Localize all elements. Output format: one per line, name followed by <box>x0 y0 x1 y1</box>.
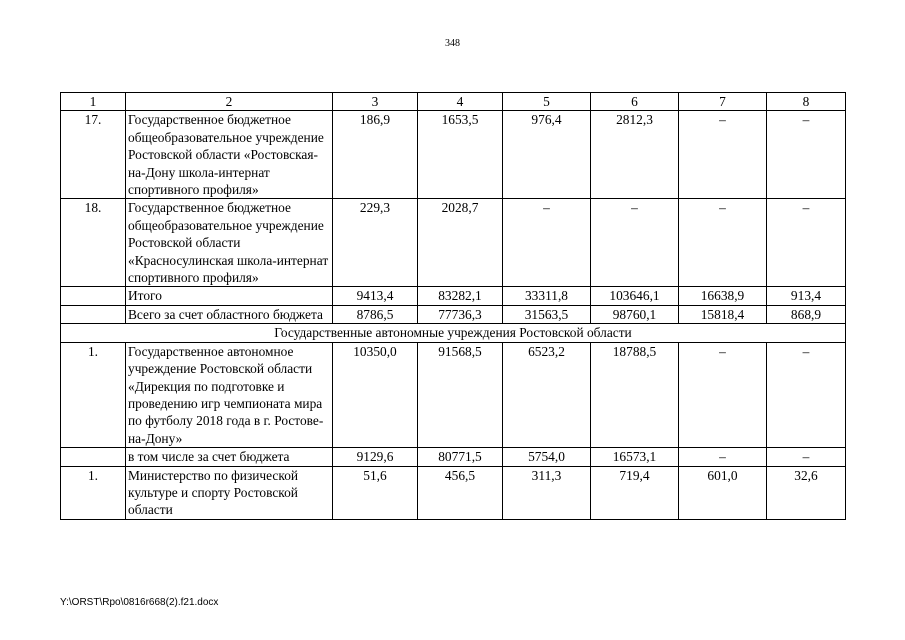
budget-share-label: в том числе за счет бюджета <box>126 448 333 466</box>
value-cell: 5754,0 <box>503 448 591 466</box>
section-header-row <box>61 324 846 342</box>
value-cell: 229,3 <box>333 199 418 287</box>
value-cell: 10350,0 <box>333 342 418 447</box>
regional-budget-label: Всего за счет областного бюджета <box>126 305 333 323</box>
table-row <box>61 199 846 287</box>
value-cell: 32,6 <box>767 466 846 519</box>
header-cell: 6 <box>591 93 679 111</box>
table-row <box>61 111 846 199</box>
institution-name: Государственное автономное учреждение Ростовской области «Дирекция по подготовке и проведению игр чемпионата мира по футболу 2018 года в г. Ростове-на-Дону» <box>126 342 333 447</box>
header-cell: 2 <box>126 93 333 111</box>
header-cell: 8 <box>767 93 846 111</box>
value-cell: 311,3 <box>503 466 591 519</box>
value-cell: 913,4 <box>767 287 846 305</box>
value-cell: – <box>679 111 767 199</box>
value-cell: 103646,1 <box>591 287 679 305</box>
value-cell: 77736,3 <box>418 305 503 323</box>
table-row <box>61 342 846 447</box>
budget-share-row <box>61 448 846 466</box>
value-cell: – <box>767 448 846 466</box>
header-cell: 5 <box>503 93 591 111</box>
value-cell: 51,6 <box>333 466 418 519</box>
row-number: 18. <box>61 199 126 287</box>
file-path-footer: Y:\ORST\Rpo\0816r668(2).f21.docx <box>60 597 219 608</box>
value-cell: – <box>767 199 846 287</box>
header-cell: 7 <box>679 93 767 111</box>
value-cell: 6523,2 <box>503 342 591 447</box>
header-cell: 1 <box>61 93 126 111</box>
value-cell: – <box>679 342 767 447</box>
value-cell: 9413,4 <box>333 287 418 305</box>
value-cell: 18788,5 <box>591 342 679 447</box>
value-cell: 868,9 <box>767 305 846 323</box>
value-cell: 83282,1 <box>418 287 503 305</box>
value-cell: 2028,7 <box>418 199 503 287</box>
value-cell: – <box>591 199 679 287</box>
row-number <box>61 305 126 323</box>
row-number: 1. <box>61 342 126 447</box>
institution-name: Государственное бюджетное общеобразовательное учреждение Ростовской области «Ростовская-на-Дону школа-интернат спортивного профиля» <box>126 111 333 199</box>
section-title: Государственные автономные учреждения Ростовской области <box>61 324 846 342</box>
value-cell: 15818,4 <box>679 305 767 323</box>
row-number <box>61 287 126 305</box>
value-cell: – <box>679 448 767 466</box>
value-cell: 456,5 <box>418 466 503 519</box>
value-cell: 33311,8 <box>503 287 591 305</box>
value-cell: 1653,5 <box>418 111 503 199</box>
value-cell: 601,0 <box>679 466 767 519</box>
header-cell: 4 <box>418 93 503 111</box>
value-cell: 31563,5 <box>503 305 591 323</box>
total-row <box>61 287 846 305</box>
budget-table <box>60 92 846 520</box>
table-row <box>61 466 846 519</box>
page-number: 348 <box>445 38 460 49</box>
row-number: 1. <box>61 466 126 519</box>
value-cell: – <box>767 342 846 447</box>
value-cell: 80771,5 <box>418 448 503 466</box>
institution-name: Министерство по физической культуре и спорту Ростовской области <box>126 466 333 519</box>
header-cell: 3 <box>333 93 418 111</box>
regional-budget-row <box>61 305 846 323</box>
header-row <box>61 93 846 111</box>
value-cell: 719,4 <box>591 466 679 519</box>
total-label: Итого <box>126 287 333 305</box>
institution-name: Государственное бюджетное общеобразовательное учреждение Ростовской области «Красносулинская школа-интернат спортивного профиля» <box>126 199 333 287</box>
value-cell: 186,9 <box>333 111 418 199</box>
value-cell: – <box>767 111 846 199</box>
value-cell: 976,4 <box>503 111 591 199</box>
value-cell: 2812,3 <box>591 111 679 199</box>
row-number: 17. <box>61 111 126 199</box>
value-cell: 16638,9 <box>679 287 767 305</box>
value-cell: 8786,5 <box>333 305 418 323</box>
value-cell: 9129,6 <box>333 448 418 466</box>
value-cell: 98760,1 <box>591 305 679 323</box>
row-number <box>61 448 126 466</box>
value-cell: – <box>503 199 591 287</box>
value-cell: 16573,1 <box>591 448 679 466</box>
value-cell: 91568,5 <box>418 342 503 447</box>
value-cell: – <box>679 199 767 287</box>
